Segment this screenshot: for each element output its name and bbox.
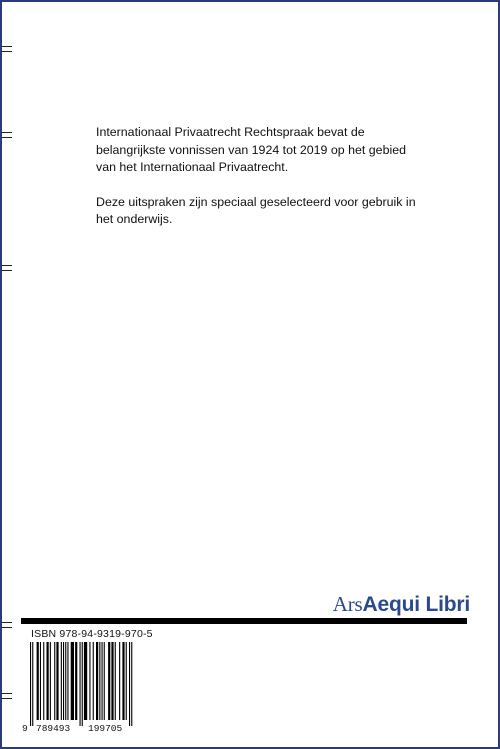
barcode-bar — [111, 642, 113, 720]
logo-ars: Ars — [332, 592, 363, 616]
barcode-bar — [96, 642, 98, 720]
barcode-bar — [122, 642, 124, 720]
barcode-bar — [61, 642, 62, 720]
barcode-bar — [119, 642, 120, 720]
logo-libri: Libri — [419, 593, 470, 616]
spine-mark — [2, 46, 12, 52]
barcode-bar — [37, 642, 39, 720]
barcode-bar — [99, 642, 100, 720]
barcode-bar — [50, 642, 51, 720]
barcode-bar — [71, 642, 74, 720]
barcode-bar — [93, 642, 94, 720]
barcode — [22, 642, 140, 728]
barcode-bar — [80, 642, 81, 726]
back-cover-blurb — [96, 124, 426, 246]
isbn-label: ISBN 978-94-9319-970-5 — [31, 628, 153, 640]
horizontal-rule — [21, 618, 467, 624]
barcode-bar — [104, 642, 105, 720]
barcode-bar — [82, 642, 83, 726]
barcode-bar — [102, 642, 103, 720]
publisher-logo — [333, 592, 470, 617]
barcode-digits-left: 789493 — [36, 723, 71, 734]
barcode-bar — [126, 642, 127, 720]
barcode-bar — [43, 642, 44, 720]
barcode-bar — [89, 642, 90, 720]
barcode-bar — [30, 642, 31, 726]
spine-mark — [2, 622, 12, 628]
barcode-bar — [40, 642, 41, 720]
barcode-bar — [131, 642, 132, 726]
logo-aequi: Aequi — [362, 593, 420, 616]
barcode-bar — [84, 642, 87, 720]
spine-mark — [2, 132, 12, 138]
barcode-bar — [108, 642, 110, 720]
barcode-bar — [32, 642, 33, 726]
barcode-digit-lead: 9 — [22, 723, 28, 734]
spine-mark — [2, 693, 12, 699]
spine-mark — [2, 265, 12, 271]
blurb-paragraph-2: Deze uitspraken zijn speciaal geselecteerd voor gebruik in het onderwijs. — [96, 194, 416, 226]
barcode-bar — [63, 642, 64, 720]
barcode-bar — [67, 642, 68, 720]
barcode-bar — [129, 642, 130, 726]
barcode-bar — [65, 642, 66, 720]
barcode-bar — [115, 642, 116, 720]
barcode-bar — [47, 642, 49, 720]
barcode-bar — [75, 642, 77, 720]
barcode-bar — [54, 642, 55, 720]
barcode-bar — [56, 642, 58, 720]
barcode-digits-right: 199705 — [88, 723, 123, 734]
blurb-paragraph-1: Internationaal Privaatrecht Rechtspraak bevat de belangrijkste vonnissen van 1924 tot 2019 op het gebied van het Internationaal Privaatrecht. — [96, 125, 406, 174]
